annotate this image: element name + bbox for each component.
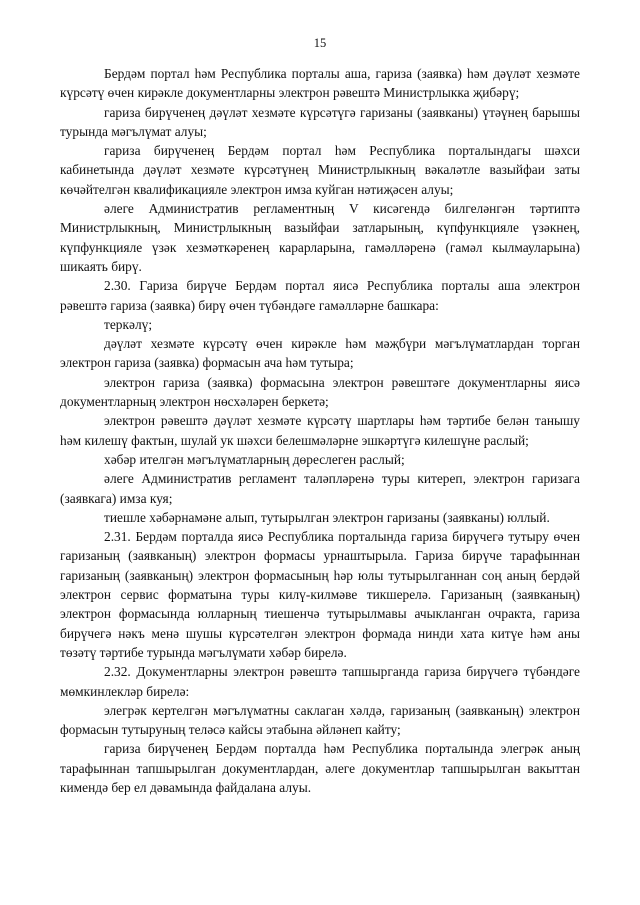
body-text [60, 64, 580, 797]
page-number: 15 [313, 36, 327, 50]
section-2-32-paragraph: 2.32. Документларны электрон рәвештә тапшырганда гариза бирүчегә түбәндәге мөмкинлекләр бирелә: [60, 664, 580, 699]
paragraph: тиешле хәбәрнамәне алып, тутырылган электрон гаризаны (заявканы) юллый. [104, 509, 550, 525]
paragraph: Бердәм портал һәм Республика порталы аша, гариза (заявка) һәм дәүләт хезмәте күрсәтү өчен кирәкле документларны электрон рәвештә Министрлыкка җибәрү; [60, 66, 580, 101]
paragraph: дәүләт хезмәте күрсәтү өчен кирәкле һәм мәҗбүри мәгълүматлардан торган электрон гариза (заявка) формасын ача һәм тутыра; [60, 336, 580, 371]
paragraph: электрон гариза (заявка) формасына электрон рәвештәге документларны яисә документларның электрон нөсхәләрен беркетә; [60, 374, 580, 410]
paragraph: гариза бирүченең Бердәм порталда һәм Республика порталында элегрәк аның тарафыннан тапшырылган документлардан, әлеге документлар тапшырылган вакыттан кимендә бер ел дәвамында файдалана алуы. [60, 741, 580, 795]
paragraph: гариза бирүченең Бердәм портал һәм Республика порталындагы шәхси кабинетында дәүләт хезмәте күрсәтүнең Министрлыкның вәкаләтле вазыйфаи заты көчәйтелгән квалификацияле электрон имза куйган нәтиҗәсен алуы; [60, 143, 580, 197]
paragraph: хәбәр ителгән мәгълүматларның дөреслеген раслый; [104, 451, 405, 467]
paragraph: әлеге Административ регламентның V кисәгендә билгеләнгән тәртиптә Министрлыкның, Министрлыкның вазыйфаи затларының, күпфункцияле үзәкнең, күпфункцияле үзәк хезмәткәренең карарларына, гамәлләренә (гамәл кылмауларына) шикаять бирү. [60, 201, 580, 274]
section-2-30-paragraph: 2.30. Гариза бирүче Бердәм портал яисә Республика порталы аша электрон рәвештә гариза (заявка) бирү өчен түбәндәге гамәлләрне башкара: [60, 278, 580, 313]
paragraph: элегрәк кертелгән мәгълүматны саклаган хәлдә, гаризаның (заявканың) электрон формасын тутыруның теләсә кайсы этабына әйләнеп кайту; [60, 702, 580, 738]
paragraph: әлеге Административ регламент таләпләренә туры китереп, электрон гаризага (заявкага) имза куя; [60, 471, 580, 506]
section-2-31-paragraph: 2.31. Бердәм порталда яисә Республика порталында гариза бирүчегә тутыру өчен гаризаның (заявканың) электрон формасы урнаштырыла. Гариза бирүче тарафыннан гаризаның (заявканың) электрон формасының һәр юлы тутырылганнан соң аның бердәй электрон сервис форматына туры килү-килмәве тикшерелә. Гаризаның (заявканың) электрон формасында юлларның тиешенчә тутырылмавы ачыкланган очракта, гариза бирүчегә нәкъ менә шушы күрсәтелгән электрон формада нинди хата китүе һәм аны төзәтү тәртибе турында мәгълүмати хәбәр бирелә. [60, 529, 580, 660]
paragraph: гариза бирүченең дәүләт хезмәте күрсәтүгә гаризаны (заявканы) үтәүнең барышы турында мәгълүмат алуы; [60, 104, 580, 139]
paragraph: электрон рәвештә дәүләт хезмәте күрсәтү шартлары һәм тәртибе белән танышу һәм килешү фактын, шулай ук шәхси белешмәләрне эшкәртүгә килешүне раслый; [60, 413, 580, 448]
paragraph: теркәлү; [104, 316, 153, 332]
